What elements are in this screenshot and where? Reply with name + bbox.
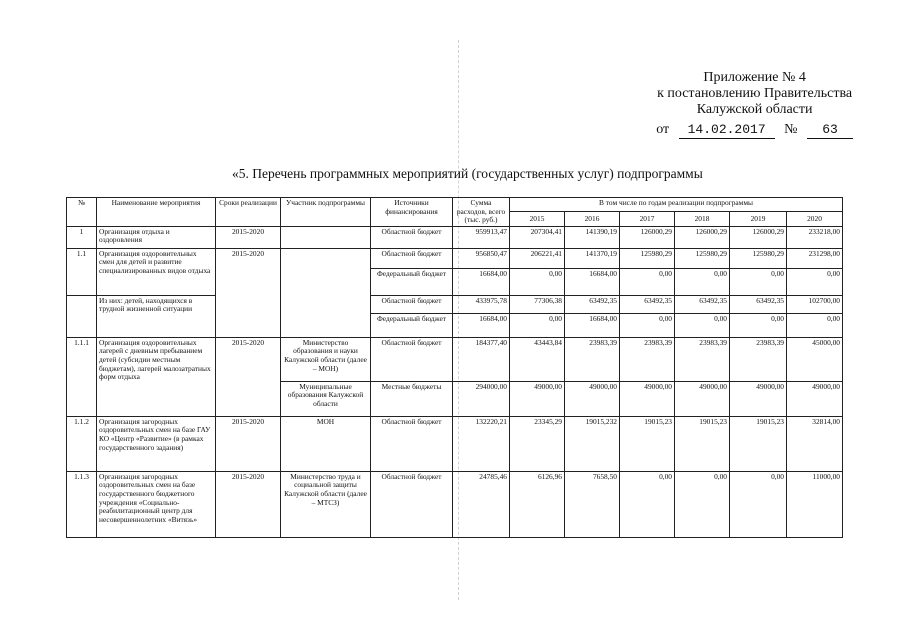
cell-year-value: 0,00: [675, 268, 730, 295]
cell-source: Областной бюджет: [371, 416, 453, 471]
cell-source: Областной бюджет: [371, 295, 453, 313]
cell-year-value: 77306,38: [510, 295, 565, 313]
cell-name: Из них: детей, находящихся в трудной жизненной ситуации: [97, 295, 216, 337]
cell-year-value: 126000,29: [675, 226, 730, 248]
cell-source: Областной бюджет: [371, 226, 453, 248]
cell-name: Организация отдыха и оздоровления: [97, 226, 216, 248]
cell-year-value: 23983,39: [730, 337, 787, 381]
cell-terms: 2015-2020: [216, 471, 281, 537]
cell-year-value: 0,00: [510, 313, 565, 337]
cell-year-value: 16684,00: [565, 313, 620, 337]
measures-table: [66, 197, 843, 538]
table-row: [67, 226, 843, 248]
cell-year-value: 23345,29: [510, 416, 565, 471]
cell-year-value: 6126,96: [510, 471, 565, 537]
cell-year-value: 63492,35: [565, 295, 620, 313]
cell-sum: 959913,47: [453, 226, 510, 248]
cell-participant: Министерство труда и социальной защиты Калужской области (далее – МТСЗ): [281, 471, 371, 537]
cell-no: 1.1.2: [67, 416, 97, 471]
cell-year-value: 126000,29: [730, 226, 787, 248]
cell-sum: 16684,00: [453, 268, 510, 295]
resolution-number: 63: [807, 122, 853, 139]
cell-name: Организация оздоровительных смен для детей и развитие специализированных видов отдыха: [97, 248, 216, 295]
col-header-year: 2017: [620, 212, 675, 226]
appendix-header: [656, 70, 853, 139]
col-header-years-group: В том числе по годам реализации подпрограммы: [510, 198, 843, 212]
cell-name: Организация загородных оздоровительных смен на базе государственного бюджетного учреждения «Социально-реабилитационный центр для несовершеннолетних «Витязь»: [97, 471, 216, 537]
cell-year-value: 63492,35: [730, 295, 787, 313]
cell-no: [67, 295, 97, 337]
cell-year-value: 19015,23: [620, 416, 675, 471]
cell-no: 1: [67, 226, 97, 248]
cell-year-value: 0,00: [620, 471, 675, 537]
cell-year-value: 23983,39: [565, 337, 620, 381]
table-row: [67, 295, 843, 313]
cell-year-value: 0,00: [620, 268, 675, 295]
cell-year-value: 19015,23: [675, 416, 730, 471]
col-header-year: 2016: [565, 212, 620, 226]
cell-sum: 24785,46: [453, 471, 510, 537]
resolution-date: 14.02.2017: [679, 122, 775, 139]
table-row: [67, 471, 843, 537]
cell-sum: 16684,00: [453, 313, 510, 337]
cell-terms: 2015-2020: [216, 337, 281, 416]
resolution-ref: к постановлению Правительства: [657, 86, 853, 101]
cell-year-value: 141390,19: [565, 226, 620, 248]
cell-sum: 184377,40: [453, 337, 510, 381]
cell-year-value: 19015,232: [565, 416, 620, 471]
cell-source: Местные бюджеты: [371, 381, 453, 416]
cell-terms: 2015-2020: [216, 416, 281, 471]
cell-participant: [281, 248, 371, 337]
cell-year-value: 0,00: [675, 313, 730, 337]
cell-terms: 2015-2020: [216, 226, 281, 248]
cell-year-value: 23983,39: [675, 337, 730, 381]
col-header-year: 2015: [510, 212, 565, 226]
cell-year-value: 49000,00: [510, 381, 565, 416]
cell-year-value: 16684,00: [565, 268, 620, 295]
cell-year-value: 49000,00: [620, 381, 675, 416]
cell-year-value: 63492,35: [675, 295, 730, 313]
cell-year-value: 49000,00: [565, 381, 620, 416]
cell-year-value: 63492,35: [620, 295, 675, 313]
cell-year-value: 0,00: [787, 313, 843, 337]
col-header-sum: Сумма расходов, всего (тыс. руб.): [453, 198, 510, 227]
col-header-year: 2018: [675, 212, 730, 226]
cell-sum: 132220,21: [453, 416, 510, 471]
col-header-participant: Участник подпрограммы: [281, 198, 371, 227]
table-header-row: [67, 198, 843, 212]
cell-name: Организация загородных оздоровительных смен на базе ГАУ КО «Центр «Развитие» (в рамках государственного задания): [97, 416, 216, 471]
cell-year-value: 0,00: [730, 313, 787, 337]
cell-year-value: 125980,29: [675, 248, 730, 268]
from-label: от: [656, 122, 670, 137]
cell-source: Областной бюджет: [371, 471, 453, 537]
cell-year-value: 45000,00: [787, 337, 843, 381]
table-row: [67, 416, 843, 471]
table-row: [67, 248, 843, 268]
cell-year-value: 231298,00: [787, 248, 843, 268]
cell-year-value: 102700,00: [787, 295, 843, 313]
cell-no: 1.1.1: [67, 337, 97, 416]
region-name: Калужской области: [696, 102, 813, 117]
appendix-number: Приложение № 4: [703, 70, 806, 85]
cell-source: Федеральный бюджет: [371, 313, 453, 337]
cell-terms: 2015-2020: [216, 248, 281, 337]
cell-participant: Муниципальные образования Калужской области: [281, 381, 371, 416]
cell-year-value: 0,00: [730, 268, 787, 295]
cell-year-value: 0,00: [620, 313, 675, 337]
cell-year-value: 126000,29: [620, 226, 675, 248]
cell-sum: 433975,78: [453, 295, 510, 313]
cell-year-value: 125980,29: [730, 248, 787, 268]
cell-source: Областной бюджет: [371, 337, 453, 381]
cell-year-value: 23983,39: [620, 337, 675, 381]
cell-sum: 294000,00: [453, 381, 510, 416]
cell-year-value: 0,00: [675, 471, 730, 537]
date-line: [656, 122, 853, 139]
cell-year-value: 141370,19: [565, 248, 620, 268]
cell-year-value: 206221,41: [510, 248, 565, 268]
cell-year-value: 233218,00: [787, 226, 843, 248]
cell-participant: МОН: [281, 416, 371, 471]
cell-year-value: 0,00: [730, 471, 787, 537]
cell-year-value: 43443,84: [510, 337, 565, 381]
col-header-year: 2020: [787, 212, 843, 226]
col-header-year: 2019: [730, 212, 787, 226]
cell-no: 1.1.3: [67, 471, 97, 537]
cell-year-value: 11000,00: [787, 471, 843, 537]
col-header-no: №: [67, 198, 97, 227]
number-label: №: [784, 122, 798, 137]
cell-year-value: 125980,29: [620, 248, 675, 268]
cell-sum: 956850,47: [453, 248, 510, 268]
cell-name: Организация оздоровительных лагерей с дневным пребыванием детей (субсидии местным бюджетам), лагерей малозатратных форм отдыха: [97, 337, 216, 416]
cell-year-value: 49000,00: [787, 381, 843, 416]
col-header-terms: Сроки реализации: [216, 198, 281, 227]
cell-year-value: 49000,00: [675, 381, 730, 416]
cell-participant: [281, 226, 371, 248]
col-header-name: Наименование мероприятия: [97, 198, 216, 227]
document-title: «5. Перечень программных мероприятий (государственных услуг) подпрограммы: [232, 166, 703, 181]
col-header-source: Источники финансирования: [371, 198, 453, 227]
cell-year-value: 0,00: [510, 268, 565, 295]
cell-year-value: 207304,41: [510, 226, 565, 248]
cell-source: Областной бюджет: [371, 248, 453, 268]
cell-year-value: 32814,00: [787, 416, 843, 471]
cell-year-value: 7658,50: [565, 471, 620, 537]
cell-year-value: 49000,00: [730, 381, 787, 416]
cell-source: Федеральный бюджет: [371, 268, 453, 295]
cell-year-value: 19015,23: [730, 416, 787, 471]
cell-year-value: 0,00: [787, 268, 843, 295]
cell-no: 1.1: [67, 248, 97, 295]
cell-participant: Министерство образования и науки Калужской области (далее – МОН): [281, 337, 371, 381]
table-row: [67, 337, 843, 381]
